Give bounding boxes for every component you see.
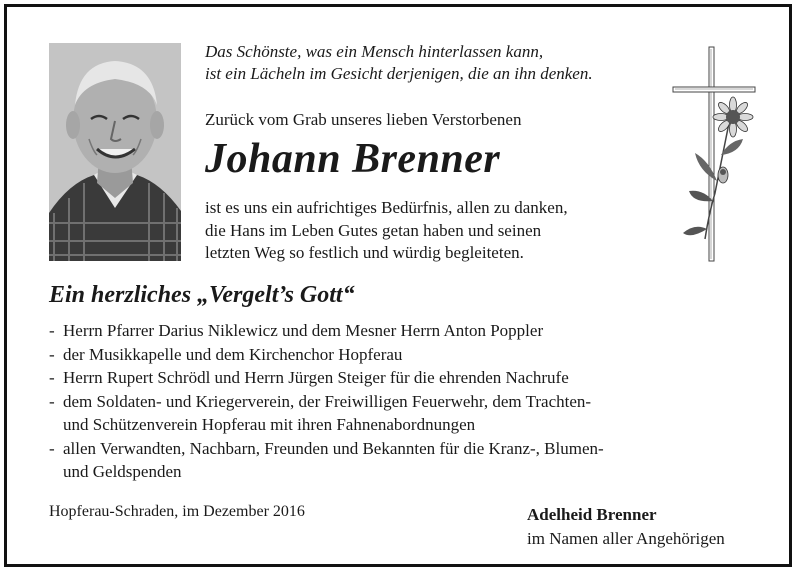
thanks-list [49,319,769,484]
cross-illustration [669,43,769,265]
list-item [49,366,769,390]
list-item-line: allen Verwandten, Nachbarn, Freunden und Bekannten für die Kranz-, Blumen- [63,438,604,458]
signer-name: Adelheid Brenner [527,505,657,524]
signer-role: im Namen aller Angehörigen [527,529,725,548]
thanks-paragraph [205,197,568,265]
list-item [49,437,769,484]
list-item-line: und Geldspenden [63,462,182,481]
list-dash: - [49,344,55,364]
list-dash: - [49,368,55,387]
list-item [49,390,769,437]
memorial-quote [205,41,593,85]
paragraph-line-2: die Hans im Leben Gutes getan haben und seinen [205,220,542,240]
signature-block [527,503,725,551]
list-item-line: dem Soldaten- und Kriegerverein, der Freiwilligen Feuerwehr, dem Trachten- [63,391,592,411]
quote-line-2: ist ein Lächeln im Gesicht derjenigen, die an ihn denken. [205,64,593,83]
list-item-line: Herrn Rupert Schrödl und Herrn Jürgen Steiger für die ehrenden Nachrufe [63,368,569,387]
obituary-card [4,4,792,567]
list-dash: - [49,438,55,458]
list-item-line: der Musikkapelle und dem Kirchenchor Hopferau [63,344,403,364]
list-item [49,343,769,367]
list-dash: - [49,321,55,340]
paragraph-line-3: letzten Weg so festlich und würdig begleiteten. [205,243,524,262]
list-item-line: und Schützenverein Hopferau mit ihren Fahnenabordnungen [63,415,476,434]
cross-with-sunflower-icon [669,43,769,265]
portrait-photo [49,43,181,261]
list-item-line: Herrn Pfarrer Darius Niklewicz und dem Mesner Herrn Anton Poppler [63,321,544,340]
thanks-heading: Ein herzliches „Vergelt’s Gott“ [49,282,355,308]
quote-line-1: Das Schönste, was ein Mensch hinterlassen kann, [205,42,544,61]
portrait-image [49,43,181,261]
place-and-date: Hopferau-Schraden, im Dezember 2016 [49,503,305,520]
list-dash: - [49,391,55,411]
list-item [49,319,769,343]
intro-text: Zurück vom Grab unseres lieben Verstorbenen [205,110,522,129]
paragraph-line-1: ist es uns ein aufrichtiges Bedürfnis, allen zu danken, [205,198,568,217]
deceased-name: Johann Brenner [205,136,501,182]
